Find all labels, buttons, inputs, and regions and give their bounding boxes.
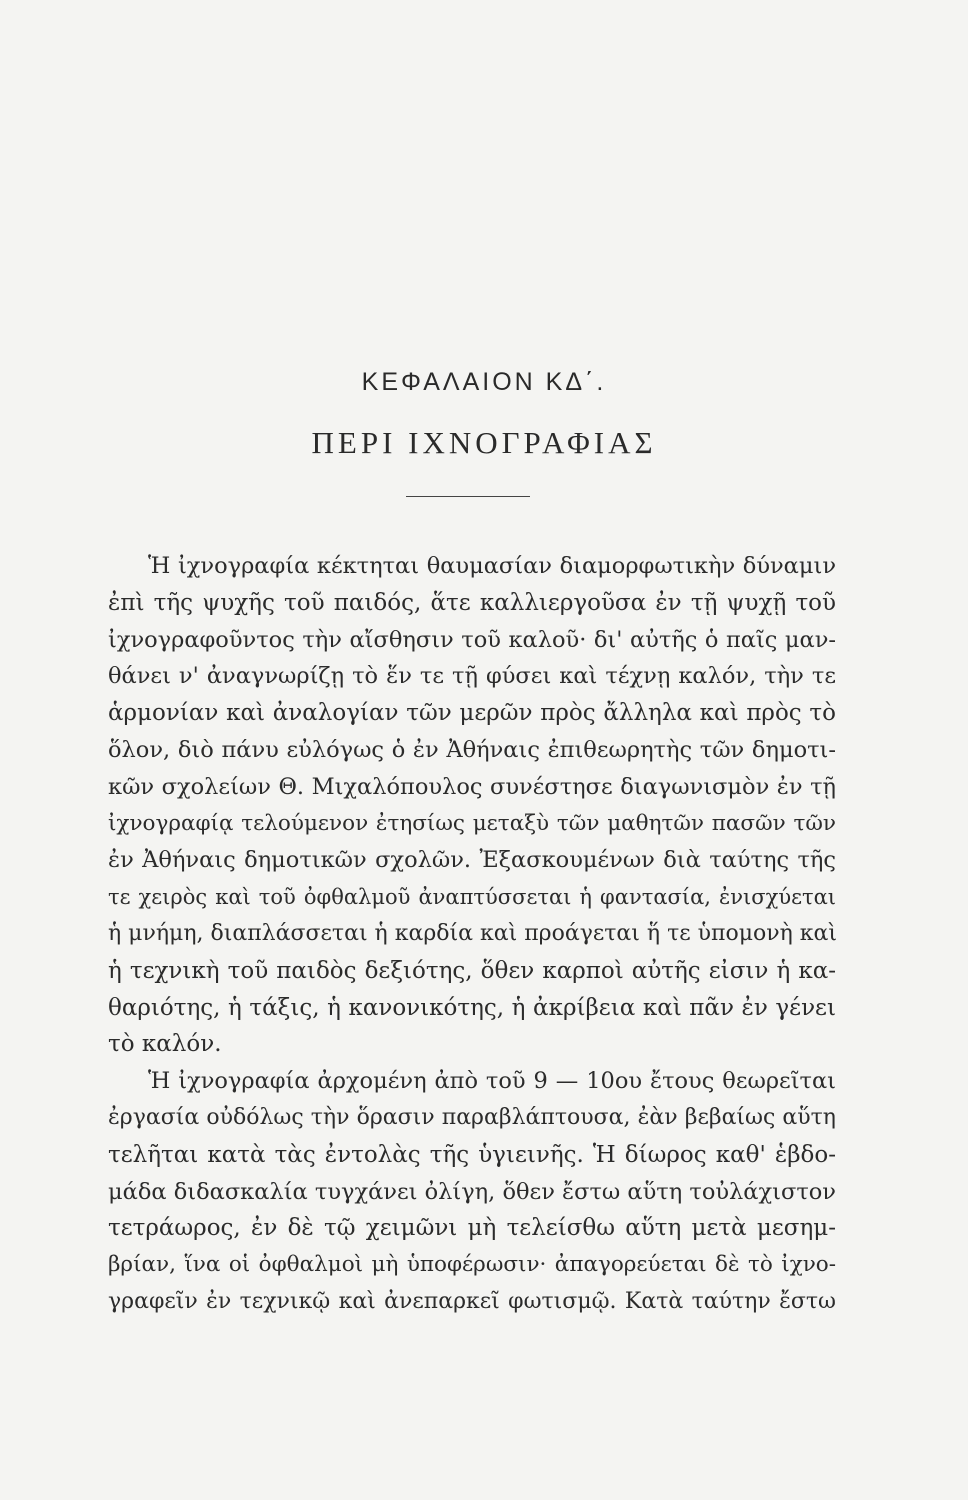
- text-line: ἰχνογραφοῦντος τὴν αἴσθησιν τοῦ καλοῦ· δι' αὐτῆς ὁ παῖς μαν-: [108, 626, 836, 653]
- text-line: ἡ τεχνικὴ τοῦ παιδὸς δεξιότης, ὅθεν καρποὶ αὐτῆς εἰσιν ἡ κα-: [108, 957, 836, 984]
- text-line: τὸ καλόν.: [108, 1031, 222, 1058]
- text-line: γραφεῖν ἐν τεχνικῷ καὶ ἀνεπαρκεῖ φωτισμῷ. Κατὰ ταύτην ἔστω: [108, 1288, 836, 1314]
- text-line: θάνει ν' ἀναγνωρίζῃ τὸ ἕν τε τῇ φύσει καὶ τέχνῃ καλόν, τὴν τε: [108, 663, 836, 690]
- text-line: τετράωρος, ἐν δὲ τῷ χειμῶνι μὴ τελείσθω αὕτη μετὰ μεσημ-: [108, 1215, 836, 1242]
- text-line: ἐργασία οὐδόλως τὴν ὅρασιν παραβλάπτουσα, ἐὰν βεβαίως αὕτη: [108, 1104, 836, 1130]
- text-line: τελῆται κατὰ τὰς ἐντολὰς τῆς ὑγιεινῆς. Ἡ δίωρος καθ' ἑβδο-: [108, 1141, 836, 1168]
- chapter-title: ΠΕΡΙ ΙΧΝΟΓΡΑΦΙΑΣ: [311, 425, 657, 460]
- text-line: ἡ μνήμη, διαπλάσσεται ἡ καρδία καὶ προάγεται ἥ τε ὑπομονὴ καὶ: [108, 920, 838, 946]
- text-line: ἰχνογραφίᾳ τελούμενον ἐτησίως μεταξὺ τῶν μαθητῶν πασῶν τῶν: [108, 810, 836, 836]
- paragraph-2: [108, 1063, 836, 1321]
- text-line: κῶν σχολείων Θ. Μιχαλόπουλος συνέστησε διαγωνισμὸν ἐν τῇ: [108, 773, 836, 800]
- paragraph-1: [108, 548, 836, 1063]
- text-line: θαριότης, ἡ τάξις, ἡ κανονικότης, ἡ ἀκρίβεια καὶ πᾶν ἐν γένει: [108, 994, 836, 1021]
- text-line: βρίαν, ἵνα οἱ ὀφθαλμοὶ μὴ ὑποφέρωσιν· ἀπαγορεύεται δὲ τὸ ἰχνο-: [108, 1252, 836, 1278]
- text-line: ἐπὶ τῆς ψυχῆς τοῦ παιδός, ἅτε καλλιεργοῦσα ἐν τῇ ψυχῇ τοῦ: [108, 589, 836, 616]
- chapter-label: ΚΕΦΑΛΑΙΟΝ ΚΔ΄.: [361, 368, 607, 396]
- body-text: [108, 548, 836, 1321]
- text-line: Ἡ ἰχνογραφία ἀρχομένη ἀπὸ τοῦ 9 — 10ου ἔτους θεωρεῖται: [148, 1068, 836, 1095]
- text-line: ἁρμονίαν καὶ ἀναλογίαν τῶν μερῶν πρὸς ἄλληλα καὶ πρὸς τὸ: [108, 700, 836, 727]
- text-line: μάδα διδασκαλία τυγχάνει ὀλίγη, ὅθεν ἔστω αὕτη τοὐλάχιστον: [108, 1178, 836, 1205]
- title-divider: [406, 496, 530, 497]
- text-line: ὅλον, διὸ πάνυ εὐλόγως ὁ ἐν Ἀθήναις ἐπιθεωρητὴς τῶν δημοτι-: [108, 736, 836, 763]
- text-line: Ἡ ἰχνογραφία κέκτηται θαυμασίαν διαμορφωτικὴν δύναμιν: [148, 553, 836, 579]
- text-line: ἐν Ἀθήναις δημοτικῶν σχολῶν. Ἐξασκουμένων διὰ ταύτης τῆς: [108, 847, 836, 874]
- text-line: τε χειρὸς καὶ τοῦ ὀφθαλμοῦ ἀναπτύσσεται ἡ φαντασία, ἐνισχύεται: [108, 885, 836, 910]
